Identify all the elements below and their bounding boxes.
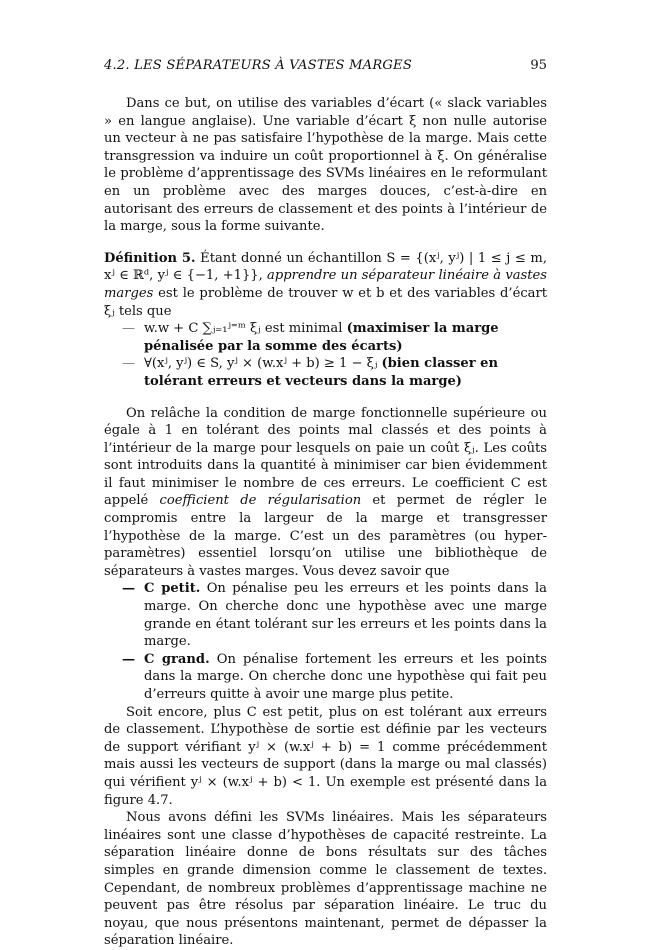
para-text: On relâche la condition de marge fonctionnelle supérieure ou égale à 1 en tolérant des points mal classés et des points à l’intérieur de la marge pour lesquels on paie un coût ξⱼ. Les coûts sont introduits dans la quantité à minimiser car bien évidemment il faut minimiser le nombre de ces erreurs. Le coefficient C est appelé xyxy=(104,405,547,509)
page-number: 95 xyxy=(530,58,547,73)
definition-statement xyxy=(104,250,547,320)
dash-mark: — xyxy=(122,321,136,337)
list-item xyxy=(104,651,547,704)
definition-intro: Étant donné un échantillon S = {(xʲ, yʲ) | 1 ≤ j ≤ m, xʲ ∈ ℝᵈ, yʲ ∈ {−1, +1}}, xyxy=(104,250,548,284)
dash-mark: — xyxy=(122,356,136,372)
item-heading: C petit. xyxy=(144,581,201,597)
c-parameter-list xyxy=(104,580,547,703)
condition-item xyxy=(104,355,547,390)
spacer xyxy=(104,391,547,405)
condition-item xyxy=(104,320,547,355)
page-body xyxy=(104,95,547,950)
term-emphasis: coefficient de régularisation xyxy=(159,493,362,509)
condition-explanation: (maximiser la marge pénalisée par la somme des écarts) xyxy=(144,321,499,354)
definition-conditions xyxy=(104,320,547,390)
condition-explanation: (bien classer en tolérant erreurs et vecteurs dans la marge) xyxy=(144,356,498,389)
item-heading: C grand. xyxy=(144,651,210,667)
definition-label: Définition 5. xyxy=(104,250,196,266)
para-text: et permet de régler le compromis entre la largeur de la marge et transgresser l’hypothèse de la marge. C’est un des paramètres (ou hyper-paramètres) essentiel lorsqu’on utilise une bibliothèque de séparateurs à vastes marges. Vous devez savoir que xyxy=(104,493,547,579)
definition-rest: est le problème de trouver w et b et des variables d’écart ξⱼ tels que xyxy=(104,285,547,319)
dash-mark: — xyxy=(122,651,136,667)
item-text: On pénalise fortement les erreurs et les points dans la marge. On cherche donc une hypothèse qui fait peu d’erreurs quitte à avoir une marge plus petite. xyxy=(144,651,547,702)
running-header xyxy=(104,57,547,77)
item-text: On pénalise peu les erreurs et les points dans la marge. On cherche donc une hypothèse avec une marge grande en étant tolérant sur les erreurs et les points dans la marge. xyxy=(144,581,547,650)
dash-mark: — xyxy=(122,581,136,597)
definition-emphasis: apprendre un séparateur linéaire à vastes marges xyxy=(104,268,547,301)
spacer xyxy=(104,236,547,250)
paragraph-regularisation xyxy=(104,405,547,581)
paragraph-output-hypothesis: Soit encore, plus C est petit, plus on est tolérant aux erreurs de classement. L’hypothèse de sortie est définie par les vecteurs de support vérifiant yʲ × (w.xʲ + b) = 1 comme précédemment mais aussi les vecteurs de support (dans la marge ou mal classés) qui vérifient yʲ × (w.xʲ + b) < 1. Un exemple est présenté dans la figure 4.7. xyxy=(104,704,547,808)
section-title: 4.2. LES SÉPARATEURS À VASTES MARGES xyxy=(104,58,412,73)
condition-math: w.w + C ∑ⱼ₌₁ʲ⁼ᵐ ξⱼ est minimal xyxy=(144,321,347,337)
paragraph-slack-variables: Dans ce but, on utilise des variables d’écart (« slack variables » en langue anglaise). Une variable d’écart ξ non nulle autorise un vecteur à ne pas satisfaire l’hypothèse de la marge. Mais cette transgression va induire un coût proportionnel à ξ. On généralise le problème d’apprentissage des SVMs linéaires en le reformulant en un problème avec des marges douces, c’est-à-dire en autorisant des erreurs de classement et des points à l’intérieur de la marge, sous la forme suivante. xyxy=(104,96,547,235)
definition-block xyxy=(104,250,547,391)
paragraph-kernel-intro: Nous avons défini les SVMs linéaires. Mais les séparateurs linéaires sont une classe d’hypothèses de capacité restreinte. La séparation linéaire donne de bons résultats sur des tâches simples en grande dimension comme le classement de textes. Cependant, de nombreux problèmes d’apprentissage machine ne peuvent pas être résolus par séparation linéaire. Le truc du noyau, que nous présentons maintenant, permet de dépasser la séparation linéaire. xyxy=(104,810,547,949)
list-item xyxy=(104,580,547,650)
condition-math: ∀(xʲ, yʲ) ∈ S, yʲ × (w.xʲ + b) ≥ 1 − ξⱼ xyxy=(144,356,382,372)
